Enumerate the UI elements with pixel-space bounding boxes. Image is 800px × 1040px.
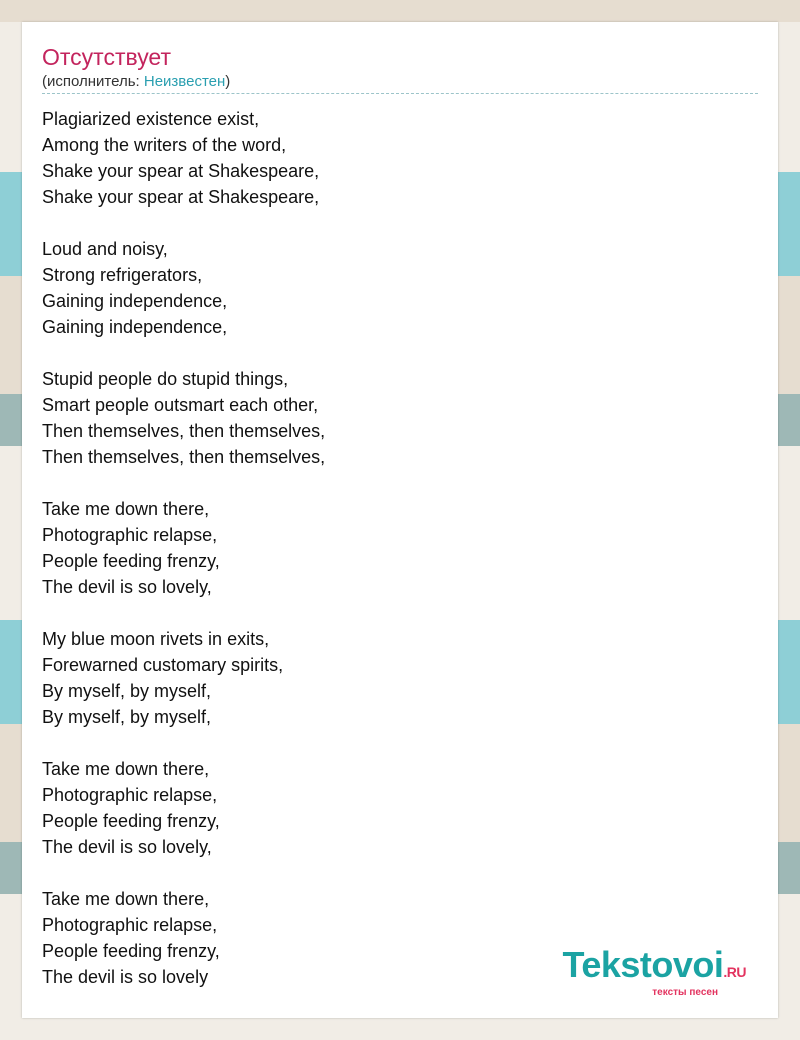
lyric-line: The devil is so lovely, bbox=[42, 577, 212, 597]
lyric-line: Strong refrigerators, bbox=[42, 265, 203, 285]
site-logo[interactable] bbox=[562, 944, 747, 998]
title-divider bbox=[42, 93, 758, 94]
lyric-line: Take me down there, bbox=[42, 759, 210, 779]
lyric-line: By myself, by myself, bbox=[42, 681, 212, 701]
lyric-line: Among the writers of the word, bbox=[42, 135, 287, 155]
logo-tld: .RU bbox=[723, 964, 746, 980]
lyric-line: Gaining independence, bbox=[42, 291, 228, 311]
artist-line bbox=[42, 73, 230, 91]
lyrics-stanza bbox=[42, 366, 742, 470]
lyric-line: People feeding frenzy, bbox=[42, 811, 220, 831]
lyric-line: Then themselves, then themselves, bbox=[42, 447, 326, 467]
lyric-line: Take me down there, bbox=[42, 499, 210, 519]
lyric-line: My blue moon rivets in exits, bbox=[42, 629, 270, 649]
logo-tagline: тексты песен bbox=[652, 987, 718, 998]
lyric-line: Loud and noisy, bbox=[42, 239, 168, 259]
lyrics-stanza bbox=[42, 496, 742, 600]
lyric-line: Stupid people do stupid things, bbox=[42, 369, 289, 389]
lyric-line: Shake your spear at Shakespeare, bbox=[42, 161, 320, 181]
lyric-line: The devil is so lovely bbox=[42, 967, 209, 987]
lyric-line: By myself, by myself, bbox=[42, 707, 212, 727]
artist-prefix: (исполнитель: bbox=[42, 73, 144, 90]
lyrics-stanza bbox=[42, 626, 742, 730]
lyric-line: People feeding frenzy, bbox=[42, 551, 220, 571]
song-title: Отсутствует bbox=[42, 44, 171, 70]
lyrics-stanza bbox=[42, 756, 742, 860]
lyric-line: Photographic relapse, bbox=[42, 525, 218, 545]
lyric-line: Take me down there, bbox=[42, 889, 210, 909]
lyrics-stanza bbox=[42, 236, 742, 340]
lyric-line: Gaining independence, bbox=[42, 317, 228, 337]
lyric-line: Photographic relapse, bbox=[42, 915, 218, 935]
logo-wordmark bbox=[562, 944, 747, 990]
lyric-line: People feeding frenzy, bbox=[42, 941, 220, 961]
logo-name: Tekstovoi bbox=[562, 944, 724, 985]
lyric-line: Smart people outsmart each other, bbox=[42, 395, 319, 415]
lyrics-card bbox=[22, 22, 778, 1018]
lyric-line: Forewarned customary spirits, bbox=[42, 655, 284, 675]
lyric-line: Then themselves, then themselves, bbox=[42, 421, 326, 441]
artist-link[interactable]: Неизвестен bbox=[143, 73, 226, 90]
lyric-line: Plagiarized existence exist, bbox=[42, 109, 260, 129]
artist-suffix: ) bbox=[225, 73, 231, 90]
lyrics-stanza bbox=[42, 106, 742, 210]
lyric-line: The devil is so lovely, bbox=[42, 837, 212, 857]
lyrics-body bbox=[42, 106, 742, 1016]
lyric-line: Photographic relapse, bbox=[42, 785, 218, 805]
lyric-line: Shake your spear at Shakespeare, bbox=[42, 187, 320, 207]
